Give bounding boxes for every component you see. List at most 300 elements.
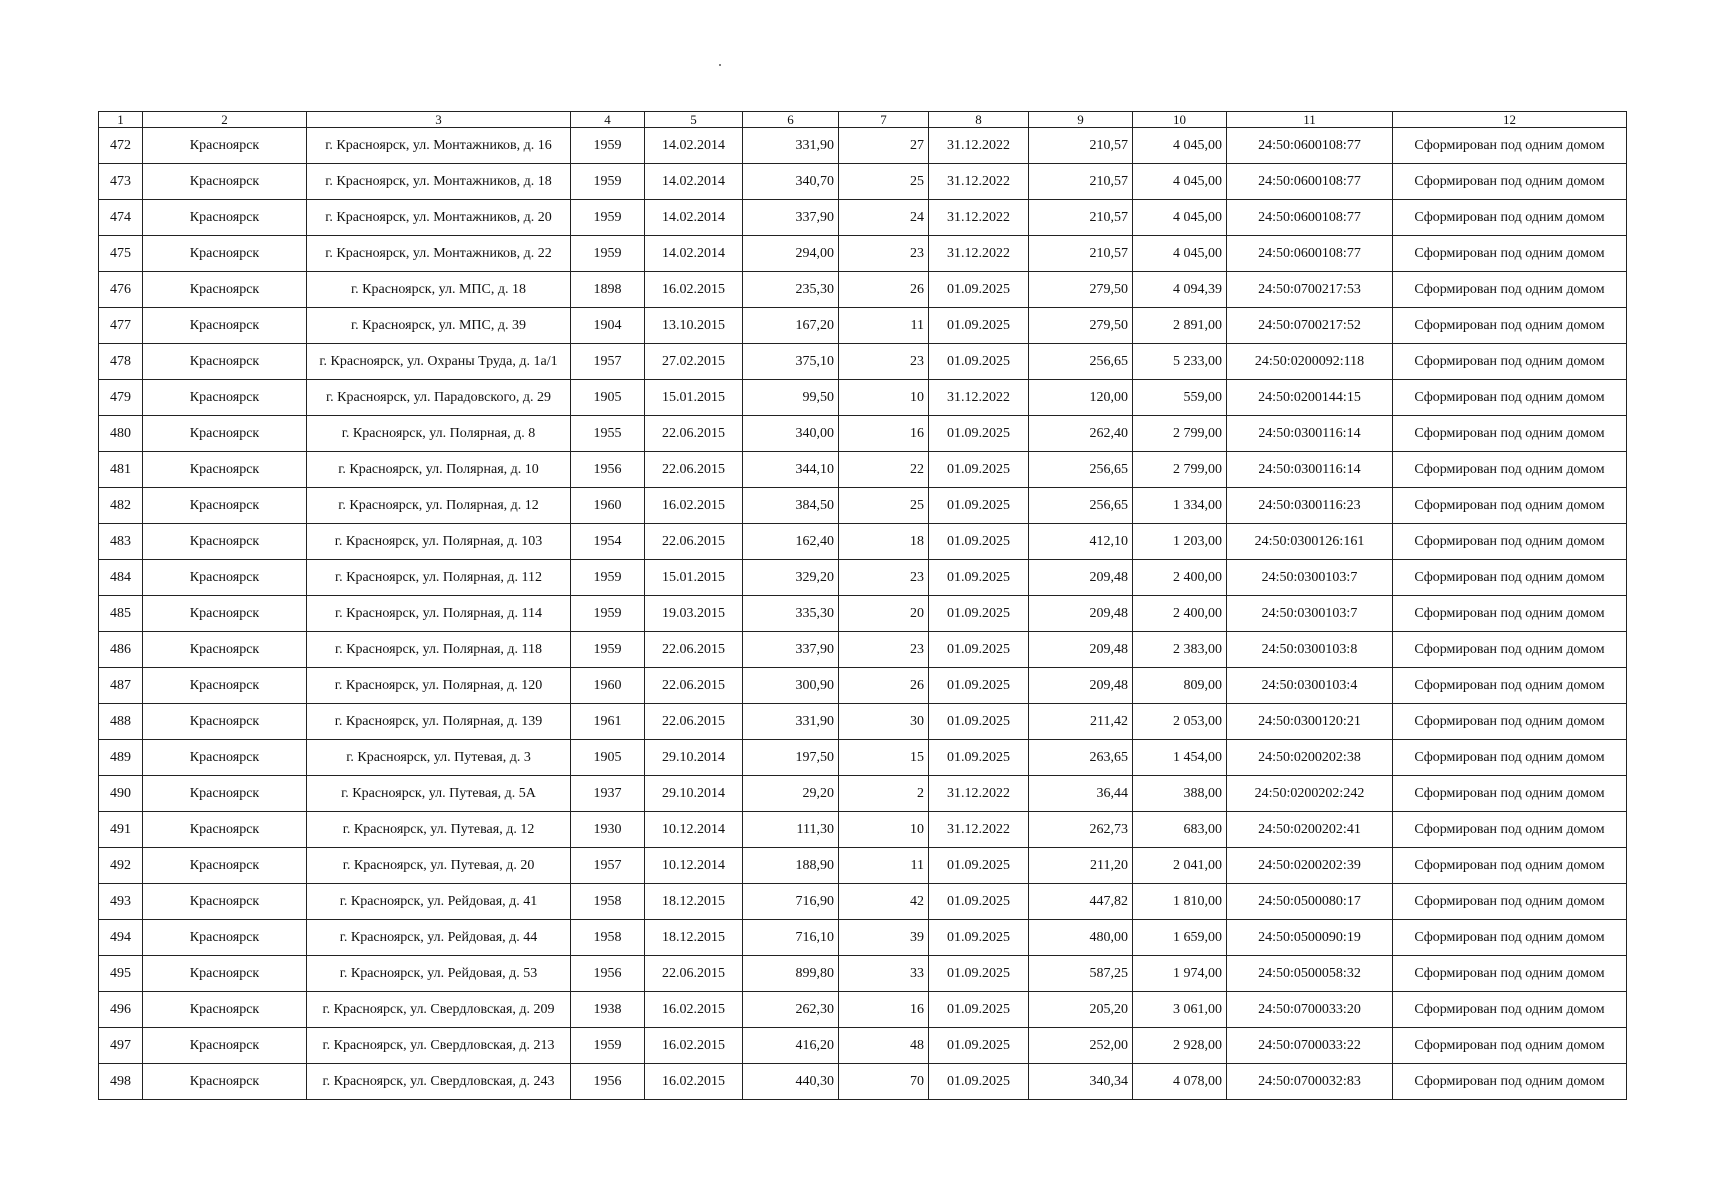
- cell-deadline: 01.09.2025: [929, 344, 1029, 380]
- cell-address: г. Красноярск, ул. Свердловская, д. 213: [307, 1028, 571, 1064]
- cell-land-status: Сформирован под одним домом: [1393, 848, 1627, 884]
- cell-address: г. Красноярск, ул. Путевая, д. 12: [307, 812, 571, 848]
- cell-count: 23: [839, 632, 929, 668]
- cell-amount: 5 233,00: [1133, 344, 1227, 380]
- cell-deadline: 01.09.2025: [929, 1028, 1029, 1064]
- cell-build-year: 1960: [571, 488, 645, 524]
- cell-date: 14.02.2014: [645, 128, 743, 164]
- cell-city: Красноярск: [143, 272, 307, 308]
- cell-city: Красноярск: [143, 956, 307, 992]
- table-row: [99, 560, 1627, 596]
- cell-area: 416,20: [743, 1028, 839, 1064]
- cell-count: 26: [839, 668, 929, 704]
- cell-deadline: 01.09.2025: [929, 704, 1029, 740]
- cell-cadastral-number: 24:50:0300116:14: [1227, 452, 1393, 488]
- table-row: [99, 488, 1627, 524]
- cell-row-number: 490: [99, 776, 143, 812]
- cell-address: г. Красноярск, ул. Полярная, д. 114: [307, 596, 571, 632]
- cell-land-status: Сформирован под одним домом: [1393, 668, 1627, 704]
- cell-city: Красноярск: [143, 884, 307, 920]
- table-row: [99, 236, 1627, 272]
- cell-area: 344,10: [743, 452, 839, 488]
- cell-deadline: 31.12.2022: [929, 200, 1029, 236]
- table-row: [99, 128, 1627, 164]
- cell-city: Красноярск: [143, 812, 307, 848]
- cell-count: 22: [839, 452, 929, 488]
- cell-area: 111,30: [743, 812, 839, 848]
- cell-row-number: 488: [99, 704, 143, 740]
- cell-count: 25: [839, 164, 929, 200]
- cell-cadastral-number: 24:50:0600108:77: [1227, 128, 1393, 164]
- cell-cadastral-number: 24:50:0200202:39: [1227, 848, 1393, 884]
- cell-deadline: 01.09.2025: [929, 308, 1029, 344]
- cell-date: 15.01.2015: [645, 380, 743, 416]
- cell-rate: 587,25: [1029, 956, 1133, 992]
- cell-date: 16.02.2015: [645, 1028, 743, 1064]
- cell-build-year: 1956: [571, 452, 645, 488]
- cell-build-year: 1905: [571, 740, 645, 776]
- cell-cadastral-number: 24:50:0300120:21: [1227, 704, 1393, 740]
- cell-area: 440,30: [743, 1064, 839, 1100]
- column-header-6: 6: [743, 112, 839, 128]
- cell-deadline: 31.12.2022: [929, 164, 1029, 200]
- cell-count: 27: [839, 128, 929, 164]
- cell-city: Красноярск: [143, 308, 307, 344]
- cell-row-number: 486: [99, 632, 143, 668]
- cell-rate: 211,20: [1029, 848, 1133, 884]
- cell-build-year: 1904: [571, 308, 645, 344]
- cell-city: Красноярск: [143, 776, 307, 812]
- cell-cadastral-number: 24:50:0500090:19: [1227, 920, 1393, 956]
- cell-date: 14.02.2014: [645, 164, 743, 200]
- cell-land-status: Сформирован под одним домом: [1393, 992, 1627, 1028]
- table-row: [99, 956, 1627, 992]
- cell-rate: 256,65: [1029, 452, 1133, 488]
- cell-address: г. Красноярск, ул. Путевая, д. 5А: [307, 776, 571, 812]
- cell-address: г. Красноярск, ул. Полярная, д. 8: [307, 416, 571, 452]
- cell-build-year: 1961: [571, 704, 645, 740]
- cell-area: 235,30: [743, 272, 839, 308]
- cell-cadastral-number: 24:50:0300116:14: [1227, 416, 1393, 452]
- cell-area: 716,90: [743, 884, 839, 920]
- cell-area: 262,30: [743, 992, 839, 1028]
- cell-deadline: 31.12.2022: [929, 776, 1029, 812]
- cell-count: 10: [839, 380, 929, 416]
- column-header-12: 12: [1393, 112, 1627, 128]
- cell-city: Красноярск: [143, 164, 307, 200]
- cell-cadastral-number: 24:50:0700217:53: [1227, 272, 1393, 308]
- cell-area: 331,90: [743, 128, 839, 164]
- cell-rate: 252,00: [1029, 1028, 1133, 1064]
- cell-cadastral-number: 24:50:0300103:8: [1227, 632, 1393, 668]
- cell-cadastral-number: 24:50:0700033:20: [1227, 992, 1393, 1028]
- cell-amount: 559,00: [1133, 380, 1227, 416]
- table-row: [99, 452, 1627, 488]
- cell-row-number: 483: [99, 524, 143, 560]
- column-header-9: 9: [1029, 112, 1133, 128]
- cell-build-year: 1938: [571, 992, 645, 1028]
- cell-deadline: 01.09.2025: [929, 992, 1029, 1028]
- cell-land-status: Сформирован под одним домом: [1393, 524, 1627, 560]
- cell-row-number: 475: [99, 236, 143, 272]
- cell-count: 24: [839, 200, 929, 236]
- column-header-3: 3: [307, 112, 571, 128]
- cell-amount: 2 799,00: [1133, 416, 1227, 452]
- cell-deadline: 01.09.2025: [929, 524, 1029, 560]
- cell-row-number: 491: [99, 812, 143, 848]
- cell-amount: 3 061,00: [1133, 992, 1227, 1028]
- cell-count: 25: [839, 488, 929, 524]
- cell-build-year: 1959: [571, 596, 645, 632]
- cell-row-number: 497: [99, 1028, 143, 1064]
- cell-land-status: Сформирован под одним домом: [1393, 1028, 1627, 1064]
- cell-row-number: 495: [99, 956, 143, 992]
- cell-rate: 256,65: [1029, 488, 1133, 524]
- cell-city: Красноярск: [143, 1028, 307, 1064]
- cell-row-number: 498: [99, 1064, 143, 1100]
- column-header-5: 5: [645, 112, 743, 128]
- cell-count: 11: [839, 848, 929, 884]
- cell-land-status: Сформирован под одним домом: [1393, 884, 1627, 920]
- table-row: [99, 380, 1627, 416]
- cell-amount: 4 045,00: [1133, 128, 1227, 164]
- cell-cadastral-number: 24:50:0700032:83: [1227, 1064, 1393, 1100]
- cell-build-year: 1958: [571, 920, 645, 956]
- cell-city: Красноярск: [143, 560, 307, 596]
- cell-area: 337,90: [743, 632, 839, 668]
- cell-land-status: Сформирован под одним домом: [1393, 1064, 1627, 1100]
- cell-date: 22.06.2015: [645, 956, 743, 992]
- cell-cadastral-number: 24:50:0700217:52: [1227, 308, 1393, 344]
- cell-deadline: 01.09.2025: [929, 596, 1029, 632]
- cell-deadline: 01.09.2025: [929, 560, 1029, 596]
- table-row: [99, 740, 1627, 776]
- cell-address: г. Красноярск, ул. МПС, д. 18: [307, 272, 571, 308]
- cell-date: 22.06.2015: [645, 704, 743, 740]
- cell-build-year: 1960: [571, 668, 645, 704]
- cell-city: Красноярск: [143, 704, 307, 740]
- cell-amount: 2 053,00: [1133, 704, 1227, 740]
- column-header-10: 10: [1133, 112, 1227, 128]
- table-row: [99, 1064, 1627, 1100]
- cell-deadline: 01.09.2025: [929, 668, 1029, 704]
- register-table: [98, 111, 1627, 1100]
- cell-row-number: 484: [99, 560, 143, 596]
- cell-amount: 388,00: [1133, 776, 1227, 812]
- cell-cadastral-number: 24:50:0500058:32: [1227, 956, 1393, 992]
- cell-amount: 1 659,00: [1133, 920, 1227, 956]
- cell-count: 23: [839, 344, 929, 380]
- cell-build-year: 1959: [571, 164, 645, 200]
- cell-deadline: 01.09.2025: [929, 416, 1029, 452]
- cell-count: 16: [839, 992, 929, 1028]
- cell-amount: 1 203,00: [1133, 524, 1227, 560]
- cell-area: 167,20: [743, 308, 839, 344]
- cell-deadline: 01.09.2025: [929, 272, 1029, 308]
- cell-date: 14.02.2014: [645, 200, 743, 236]
- cell-address: г. Красноярск, ул. Свердловская, д. 243: [307, 1064, 571, 1100]
- cell-amount: 4 045,00: [1133, 200, 1227, 236]
- cell-land-status: Сформирован под одним домом: [1393, 812, 1627, 848]
- cell-date: 27.02.2015: [645, 344, 743, 380]
- cell-build-year: 1957: [571, 848, 645, 884]
- cell-rate: 279,50: [1029, 308, 1133, 344]
- cell-city: Красноярск: [143, 668, 307, 704]
- cell-amount: 4 045,00: [1133, 236, 1227, 272]
- cell-cadastral-number: 24:50:0300116:23: [1227, 488, 1393, 524]
- cell-amount: 1 334,00: [1133, 488, 1227, 524]
- scan-speck: [719, 64, 721, 66]
- cell-amount: 2 041,00: [1133, 848, 1227, 884]
- cell-row-number: 493: [99, 884, 143, 920]
- cell-address: г. Красноярск, ул. Охраны Труда, д. 1а/1: [307, 344, 571, 380]
- cell-area: 899,80: [743, 956, 839, 992]
- cell-date: 16.02.2015: [645, 1064, 743, 1100]
- cell-cadastral-number: 24:50:0600108:77: [1227, 236, 1393, 272]
- cell-row-number: 482: [99, 488, 143, 524]
- cell-address: г. Красноярск, ул. МПС, д. 39: [307, 308, 571, 344]
- cell-rate: 209,48: [1029, 560, 1133, 596]
- cell-row-number: 479: [99, 380, 143, 416]
- cell-land-status: Сформирован под одним домом: [1393, 272, 1627, 308]
- cell-date: 10.12.2014: [645, 812, 743, 848]
- cell-count: 70: [839, 1064, 929, 1100]
- cell-rate: 211,42: [1029, 704, 1133, 740]
- cell-build-year: 1959: [571, 560, 645, 596]
- cell-count: 26: [839, 272, 929, 308]
- cell-rate: 209,48: [1029, 596, 1133, 632]
- cell-rate: 279,50: [1029, 272, 1133, 308]
- cell-rate: 209,48: [1029, 632, 1133, 668]
- cell-area: 340,00: [743, 416, 839, 452]
- cell-address: г. Красноярск, ул. Монтажников, д. 18: [307, 164, 571, 200]
- cell-row-number: 487: [99, 668, 143, 704]
- cell-area: 375,10: [743, 344, 839, 380]
- cell-city: Красноярск: [143, 452, 307, 488]
- cell-amount: 2 400,00: [1133, 560, 1227, 596]
- cell-row-number: 494: [99, 920, 143, 956]
- cell-area: 162,40: [743, 524, 839, 560]
- cell-count: 18: [839, 524, 929, 560]
- cell-rate: 263,65: [1029, 740, 1133, 776]
- cell-rate: 480,00: [1029, 920, 1133, 956]
- cell-city: Красноярск: [143, 200, 307, 236]
- table-row: [99, 992, 1627, 1028]
- cell-count: 23: [839, 236, 929, 272]
- table-row: [99, 848, 1627, 884]
- cell-amount: 683,00: [1133, 812, 1227, 848]
- cell-cadastral-number: 24:50:0200202:242: [1227, 776, 1393, 812]
- cell-land-status: Сформирован под одним домом: [1393, 416, 1627, 452]
- cell-land-status: Сформирован под одним домом: [1393, 560, 1627, 596]
- cell-date: 18.12.2015: [645, 884, 743, 920]
- cell-area: 384,50: [743, 488, 839, 524]
- cell-land-status: Сформирован под одним домом: [1393, 128, 1627, 164]
- cell-count: 11: [839, 308, 929, 344]
- cell-date: 22.06.2015: [645, 416, 743, 452]
- cell-count: 23: [839, 560, 929, 596]
- cell-city: Красноярск: [143, 416, 307, 452]
- cell-row-number: 489: [99, 740, 143, 776]
- cell-cadastral-number: 24:50:0300103:4: [1227, 668, 1393, 704]
- register-table-wrap: [98, 111, 1627, 1100]
- table-row: [99, 632, 1627, 668]
- table-row: [99, 776, 1627, 812]
- column-header-7: 7: [839, 112, 929, 128]
- cell-area: 197,50: [743, 740, 839, 776]
- cell-address: г. Красноярск, ул. Путевая, д. 20: [307, 848, 571, 884]
- cell-rate: 447,82: [1029, 884, 1133, 920]
- cell-land-status: Сформирован под одним домом: [1393, 164, 1627, 200]
- cell-deadline: 01.09.2025: [929, 1064, 1029, 1100]
- cell-build-year: 1957: [571, 344, 645, 380]
- cell-address: г. Красноярск, ул. Рейдовая, д. 53: [307, 956, 571, 992]
- cell-count: 39: [839, 920, 929, 956]
- cell-build-year: 1956: [571, 956, 645, 992]
- cell-land-status: Сформирован под одним домом: [1393, 740, 1627, 776]
- cell-row-number: 481: [99, 452, 143, 488]
- cell-address: г. Красноярск, ул. Монтажников, д. 22: [307, 236, 571, 272]
- cell-land-status: Сформирован под одним домом: [1393, 452, 1627, 488]
- cell-rate: 120,00: [1029, 380, 1133, 416]
- cell-build-year: 1954: [571, 524, 645, 560]
- cell-address: г. Красноярск, ул. Рейдовая, д. 41: [307, 884, 571, 920]
- cell-area: 188,90: [743, 848, 839, 884]
- cell-build-year: 1959: [571, 128, 645, 164]
- cell-area: 300,90: [743, 668, 839, 704]
- cell-amount: 809,00: [1133, 668, 1227, 704]
- cell-deadline: 01.09.2025: [929, 632, 1029, 668]
- cell-address: г. Красноярск, ул. Полярная, д. 112: [307, 560, 571, 596]
- cell-rate: 36,44: [1029, 776, 1133, 812]
- cell-address: г. Красноярск, ул. Полярная, д. 10: [307, 452, 571, 488]
- cell-row-number: 472: [99, 128, 143, 164]
- cell-area: 331,90: [743, 704, 839, 740]
- cell-city: Красноярск: [143, 236, 307, 272]
- cell-address: г. Красноярск, ул. Полярная, д. 12: [307, 488, 571, 524]
- cell-date: 15.01.2015: [645, 560, 743, 596]
- cell-amount: 1 454,00: [1133, 740, 1227, 776]
- table-row: [99, 884, 1627, 920]
- cell-deadline: 31.12.2022: [929, 380, 1029, 416]
- cell-amount: 2 928,00: [1133, 1028, 1227, 1064]
- cell-amount: 2 799,00: [1133, 452, 1227, 488]
- cell-count: 42: [839, 884, 929, 920]
- cell-deadline: 01.09.2025: [929, 956, 1029, 992]
- cell-rate: 340,34: [1029, 1064, 1133, 1100]
- cell-row-number: 492: [99, 848, 143, 884]
- cell-date: 22.06.2015: [645, 632, 743, 668]
- cell-build-year: 1905: [571, 380, 645, 416]
- cell-cadastral-number: 24:50:0200092:118: [1227, 344, 1393, 380]
- cell-count: 10: [839, 812, 929, 848]
- cell-cadastral-number: 24:50:0700033:22: [1227, 1028, 1393, 1064]
- cell-rate: 262,73: [1029, 812, 1133, 848]
- column-header-1: 1: [99, 112, 143, 128]
- cell-row-number: 496: [99, 992, 143, 1028]
- cell-city: Красноярск: [143, 992, 307, 1028]
- cell-count: 33: [839, 956, 929, 992]
- cell-cadastral-number: 24:50:0200144:15: [1227, 380, 1393, 416]
- cell-rate: 209,48: [1029, 668, 1133, 704]
- cell-date: 10.12.2014: [645, 848, 743, 884]
- cell-land-status: Сформирован под одним домом: [1393, 596, 1627, 632]
- cell-date: 16.02.2015: [645, 992, 743, 1028]
- cell-cadastral-number: 24:50:0300103:7: [1227, 560, 1393, 596]
- cell-date: 18.12.2015: [645, 920, 743, 956]
- cell-build-year: 1955: [571, 416, 645, 452]
- cell-amount: 1 974,00: [1133, 956, 1227, 992]
- cell-deadline: 01.09.2025: [929, 920, 1029, 956]
- cell-row-number: 477: [99, 308, 143, 344]
- cell-build-year: 1958: [571, 884, 645, 920]
- cell-cadastral-number: 24:50:0600108:77: [1227, 200, 1393, 236]
- cell-build-year: 1959: [571, 1028, 645, 1064]
- cell-city: Красноярск: [143, 380, 307, 416]
- cell-deadline: 31.12.2022: [929, 812, 1029, 848]
- table-row: [99, 1028, 1627, 1064]
- cell-build-year: 1930: [571, 812, 645, 848]
- cell-date: 14.02.2014: [645, 236, 743, 272]
- cell-address: г. Красноярск, ул. Полярная, д. 103: [307, 524, 571, 560]
- cell-row-number: 480: [99, 416, 143, 452]
- cell-date: 16.02.2015: [645, 488, 743, 524]
- cell-address: г. Красноярск, ул. Рейдовая, д. 44: [307, 920, 571, 956]
- cell-area: 29,20: [743, 776, 839, 812]
- cell-deadline: 31.12.2022: [929, 236, 1029, 272]
- cell-row-number: 474: [99, 200, 143, 236]
- cell-count: 16: [839, 416, 929, 452]
- cell-date: 22.06.2015: [645, 452, 743, 488]
- cell-area: 99,50: [743, 380, 839, 416]
- cell-amount: 2 400,00: [1133, 596, 1227, 632]
- table-row: [99, 164, 1627, 200]
- header-row: [99, 112, 1627, 128]
- cell-count: 20: [839, 596, 929, 632]
- cell-address: г. Красноярск, ул. Полярная, д. 118: [307, 632, 571, 668]
- cell-city: Красноярск: [143, 596, 307, 632]
- cell-land-status: Сформирован под одним домом: [1393, 776, 1627, 812]
- table-row: [99, 812, 1627, 848]
- table-row: [99, 704, 1627, 740]
- cell-rate: 210,57: [1029, 128, 1133, 164]
- table-row: [99, 344, 1627, 380]
- table-row: [99, 308, 1627, 344]
- cell-row-number: 476: [99, 272, 143, 308]
- cell-address: г. Красноярск, ул. Свердловская, д. 209: [307, 992, 571, 1028]
- table-row: [99, 596, 1627, 632]
- cell-address: г. Красноярск, ул. Полярная, д. 139: [307, 704, 571, 740]
- table-row: [99, 920, 1627, 956]
- column-header-11: 11: [1227, 112, 1393, 128]
- cell-city: Красноярск: [143, 1064, 307, 1100]
- cell-rate: 262,40: [1029, 416, 1133, 452]
- cell-area: 329,20: [743, 560, 839, 596]
- cell-cadastral-number: 24:50:0200202:38: [1227, 740, 1393, 776]
- cell-date: 22.06.2015: [645, 524, 743, 560]
- cell-area: 337,90: [743, 200, 839, 236]
- cell-row-number: 478: [99, 344, 143, 380]
- cell-land-status: Сформирован под одним домом: [1393, 200, 1627, 236]
- cell-city: Красноярск: [143, 848, 307, 884]
- cell-land-status: Сформирован под одним домом: [1393, 488, 1627, 524]
- cell-land-status: Сформирован под одним домом: [1393, 380, 1627, 416]
- cell-date: 19.03.2015: [645, 596, 743, 632]
- cell-build-year: 1956: [571, 1064, 645, 1100]
- cell-rate: 412,10: [1029, 524, 1133, 560]
- cell-city: Красноярск: [143, 632, 307, 668]
- cell-rate: 210,57: [1029, 200, 1133, 236]
